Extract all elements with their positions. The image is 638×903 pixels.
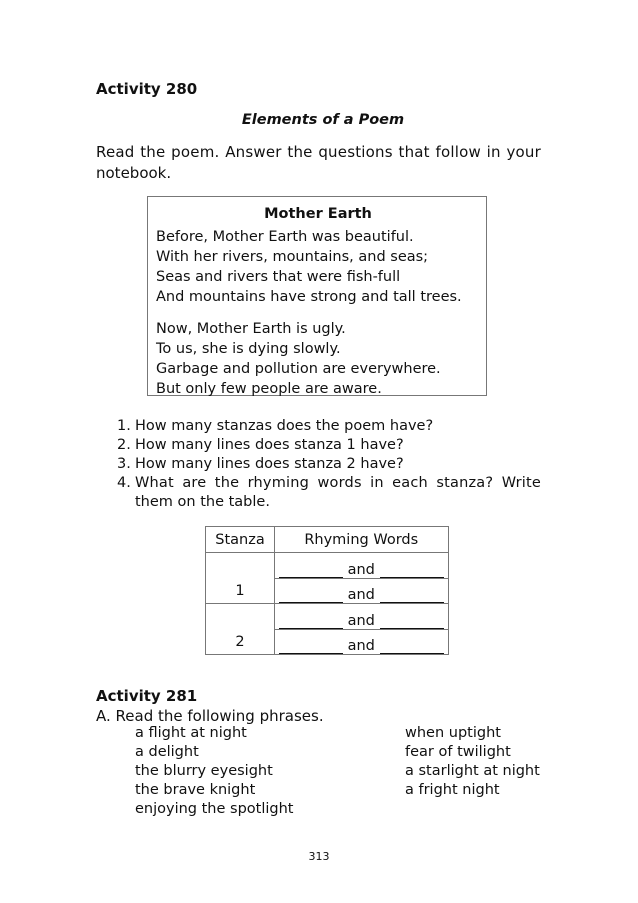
rhyming-words-table — [205, 526, 449, 655]
question-text: How many stanzas does the poem have? — [135, 418, 434, 434]
blank-pair — [275, 630, 448, 654]
poem-box — [147, 196, 487, 396]
page-number: 313 — [308, 850, 330, 863]
and-label: and — [347, 561, 375, 578]
answer-blank[interactable] — [279, 588, 343, 603]
phrase-item: a starlight at night — [405, 763, 540, 779]
rhyming-words-cell — [275, 604, 449, 655]
answer-blank[interactable] — [279, 639, 343, 654]
phrase-item: the blurry eyesight — [135, 763, 273, 779]
activity-281-title: Activity 281 — [96, 687, 198, 705]
poem-line: And mountains have strong and tall trees. — [156, 289, 462, 305]
and-label: and — [347, 612, 375, 629]
poem-line: Seas and rivers that were fish-full — [156, 269, 401, 285]
poem-line: But only few people are aware. — [156, 381, 382, 397]
answer-blank[interactable] — [279, 563, 343, 578]
stanza-cell: 2 — [206, 604, 275, 655]
table-row — [206, 604, 449, 655]
question-number: 2. — [117, 437, 131, 453]
question-text: How many lines does stanza 2 have? — [135, 456, 404, 472]
activity-280-title: Activity 280 — [96, 80, 198, 98]
blank-pair — [275, 554, 448, 579]
instruction-line-2: notebook. — [96, 164, 172, 182]
blank-pair — [275, 605, 448, 630]
phrase-item: a delight — [135, 744, 199, 760]
and-label: and — [347, 637, 375, 654]
table-header-rhyming-words: Rhyming Words — [275, 527, 449, 553]
instruction-line-1: Read the poem. Answer the questions that follow in your — [96, 143, 541, 161]
phrase-item: enjoying the spotlight — [135, 801, 294, 817]
answer-blank[interactable] — [380, 614, 444, 629]
rhyming-words-cell — [275, 553, 449, 604]
and-label: and — [347, 586, 375, 603]
phrase-item: fear of twilight — [405, 744, 511, 760]
phrase-item: a flight at night — [135, 725, 247, 741]
poem-line: Garbage and pollution are everywhere. — [156, 361, 441, 377]
answer-blank[interactable] — [380, 563, 444, 578]
answer-blank[interactable] — [380, 588, 444, 603]
stanza-cell: 1 — [206, 553, 275, 604]
poem-line: To us, she is dying slowly. — [156, 341, 341, 357]
question-number: 4. — [117, 475, 131, 491]
question-text: What are the rhyming words in each stanza? Write — [135, 475, 541, 491]
question-number: 1. — [117, 418, 131, 434]
table-row — [206, 553, 449, 604]
poem-line: With her rivers, mountains, and seas; — [156, 249, 429, 265]
table-header-stanza: Stanza — [206, 527, 275, 553]
poem-line: Now, Mother Earth is ugly. — [156, 321, 346, 337]
blank-pair — [275, 579, 448, 603]
phrase-item: when uptight — [405, 725, 501, 741]
poem-line: Before, Mother Earth was beautiful. — [156, 229, 414, 245]
question-number: 3. — [117, 456, 131, 472]
activity-280-subtitle: Elements of a Poem — [241, 112, 405, 128]
activity-281-instruction: A. Read the following phrases. — [96, 707, 324, 725]
answer-blank[interactable] — [380, 639, 444, 654]
answer-blank[interactable] — [279, 614, 343, 629]
question-text: How many lines does stanza 1 have? — [135, 437, 404, 453]
phrase-item: a fright night — [405, 782, 500, 798]
question-text-continued: them on the table. — [135, 494, 270, 510]
poem-title: Mother Earth — [264, 206, 372, 222]
phrase-item: the brave knight — [135, 782, 256, 798]
